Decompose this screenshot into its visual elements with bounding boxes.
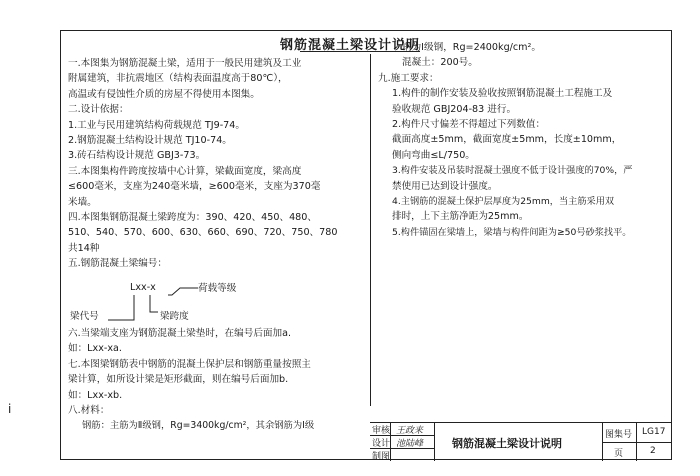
right-line: 侧向弯曲≤L/750。 (392, 149, 475, 161)
span-label: 梁跨度 (160, 311, 189, 322)
right-line: 钢为Ⅰ级钢，Rg=2400kg/cm²。 (402, 42, 541, 53)
right-line: 1.构件的制作安装及验收按照钢筋混凝土工程施工及 (392, 88, 613, 100)
left-line: 五.钢筋混凝土梁编号： (68, 258, 167, 270)
design-signature: 池陆峰 (396, 439, 424, 449)
left-line: 八.材料： (68, 404, 110, 416)
right-line: 5.构件锚固在梁墙上，梁墙与构件间距为≥50号砂浆找平。 (392, 226, 632, 238)
left-line: 四.本图集钢筋混凝土梁跨度为：390、420、450、480、 (68, 211, 317, 223)
diagram-leaders (68, 282, 368, 326)
review-label: 审核 (372, 426, 391, 436)
left-line: 附属建筑，非抗震地区（结构表面温度高于80℃）， (68, 73, 288, 85)
left-column (68, 56, 337, 271)
atlas-label: 图集号 (605, 430, 633, 440)
left-line: 三.本图集构件跨度按墙中心计算，梁截面宽度，梁高度 (68, 165, 302, 177)
right-line: 排时，上下主筋净距为25mm。 (392, 211, 529, 223)
right-line: 2.构件尺寸偏差不得超过下列数值： (392, 118, 546, 130)
review-signature: 王政来 (396, 426, 424, 436)
right-line: 混凝土：200号。 (402, 57, 478, 69)
design-label: 设计 (372, 439, 391, 449)
left-line: 如：Lxx-xa. (68, 343, 122, 355)
left-line: 如：Lxx-xb. (68, 389, 123, 401)
left-line: 梁计算，如所设计梁是矩形截面，则在编号后面加b. (68, 374, 289, 386)
beam-code-label: 梁代号 (70, 311, 99, 322)
left-line: 米墙。 (68, 196, 97, 208)
load-grade-label: 荷载等级 (198, 283, 237, 294)
column-divider (370, 54, 371, 406)
left-line: 一.本图集为钢筋混凝土梁，适用于一般民用建筑及工业 (68, 58, 302, 69)
left-line: 钢筋：主筋为Ⅱ级钢，Rg=3400kg/cm²，其余钢筋为Ⅰ级 (82, 420, 315, 432)
title-block (370, 422, 672, 461)
page-title: 钢筋混凝土梁设计说明 (279, 38, 420, 53)
right-line: 验收规范 GBJ204-83 进行。 (392, 103, 517, 115)
page-label: 页 (614, 449, 624, 459)
left-column-continued (68, 326, 314, 434)
right-column (378, 40, 633, 240)
right-line: 禁使用已达到设计强度。 (392, 180, 498, 192)
right-line: 截面高度±5mm，截面宽度±5mm，长度±10mm， (392, 134, 622, 146)
left-line: 二.设计依据： (68, 104, 129, 116)
left-line: 510、540、570、600、630、660、690、720、750、780 (68, 227, 338, 239)
left-line: ≤600毫米，支座为240毫米墙，≥600毫米，支座为370毫 (68, 181, 321, 193)
drafting-label: 制图 (372, 452, 391, 462)
margin-mark: i (8, 402, 12, 416)
left-line: 1.工业与民用建筑结构荷载规范 TJ9-74。 (68, 119, 245, 131)
left-line: 高温或有侵蚀性介质的房屋不得使用本图集。 (68, 88, 260, 100)
drawing-name: 钢筋混凝土梁设计说明 (452, 437, 562, 450)
left-line: 共14种 (68, 242, 100, 254)
right-line: 3.构件安装及吊装时混凝土强度不低于设计强度的70%，严 (392, 165, 633, 177)
beam-code: Lxx-x (130, 282, 156, 293)
right-line: 4.主钢筋的混凝土保护层厚度为25mm，当主筋采用双 (392, 195, 615, 207)
left-line: 六.当梁端支座为钢筋混凝土梁垫时，在编号后面加a. (68, 328, 292, 339)
left-line: 2.钢筋混凝土结构设计规范 TJ10-74。 (68, 134, 232, 146)
beam-code-diagram (68, 282, 368, 326)
right-line: 九.施工要求： (378, 72, 439, 84)
atlas-number: LG17 (642, 427, 666, 437)
page-number: 2 (650, 446, 656, 456)
left-line: 3.砖石结构设计规范 GBJ3-73。 (68, 150, 206, 162)
left-line: 七.本图梁钢筋表中钢筋的混凝土保护层和钢筋重量按照主 (68, 358, 311, 370)
